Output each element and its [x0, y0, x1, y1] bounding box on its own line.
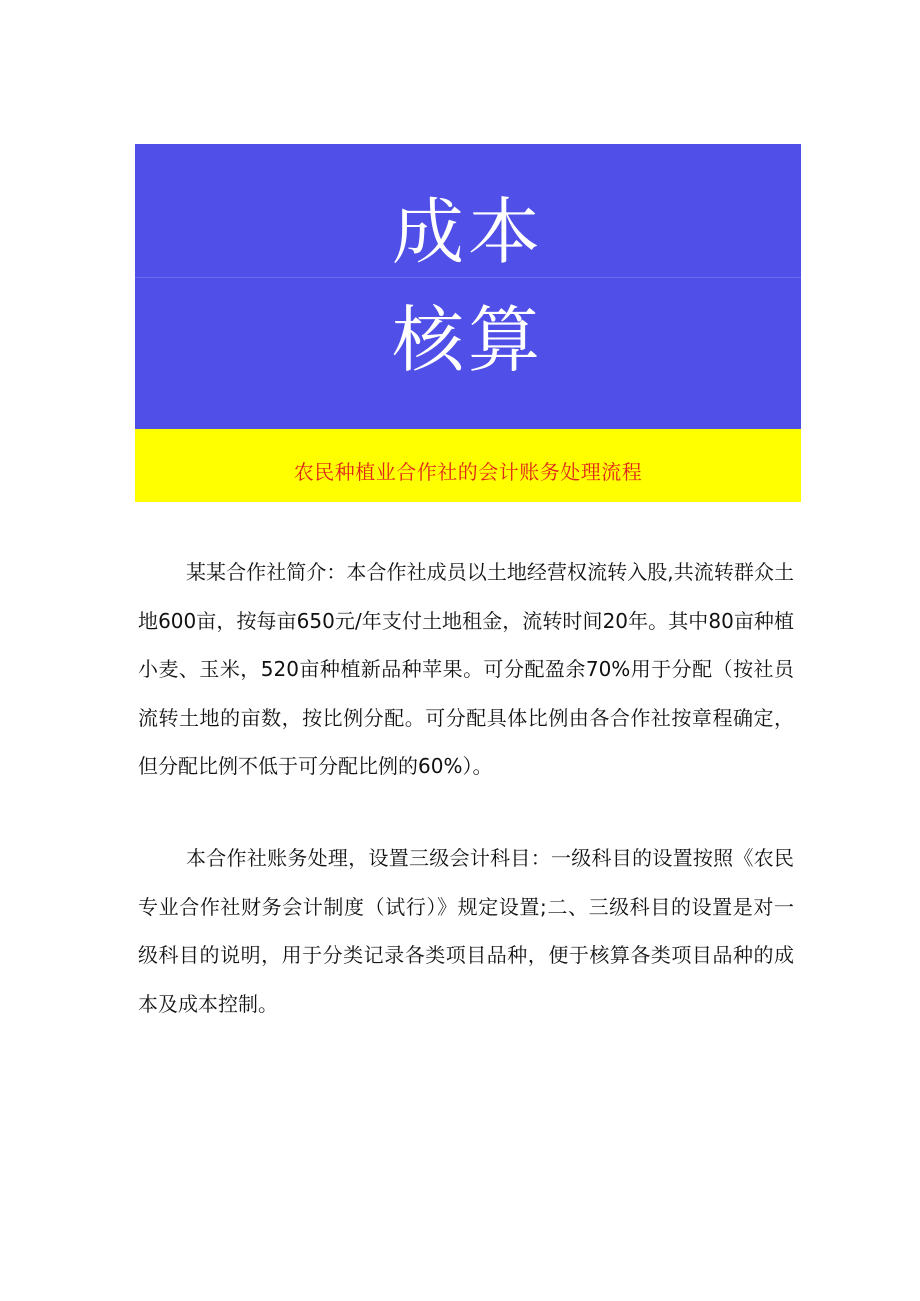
cover-block	[135, 144, 801, 502]
title-divider	[135, 277, 801, 278]
accounting-paragraph: 本合作社账务处理，设置三级会计科目：一级科目的设置按照《农民专业合作社财务会计制度（试行）》规定设置;二、三级科目的设置是对一级科目的说明，用于分类记录各类项目品种，便于核算各类项目品种的成本及成本控制。	[138, 846, 794, 1016]
title-line-2: 核算	[391, 298, 544, 382]
title-line-1: 成本	[391, 190, 544, 274]
subtitle-band	[135, 429, 801, 502]
intro-paragraph: 某某合作社简介：本合作社成员以土地经营权流转入股,共流转群众土地600亩，按每亩650元/年支付土地租金，流转时间20年。其中80亩种植小麦、玉米，520亩种植新品种苹果。可分配盈余70%用于分配（按社员流转土地的亩数，按比例分配。可分配具体比例由各合作社按章程确定，但分配比例不低于可分配比例的60%）。	[138, 560, 794, 778]
title-band	[135, 144, 801, 429]
subtitle: 农民种植业合作社的会计账务处理流程	[293, 460, 643, 484]
